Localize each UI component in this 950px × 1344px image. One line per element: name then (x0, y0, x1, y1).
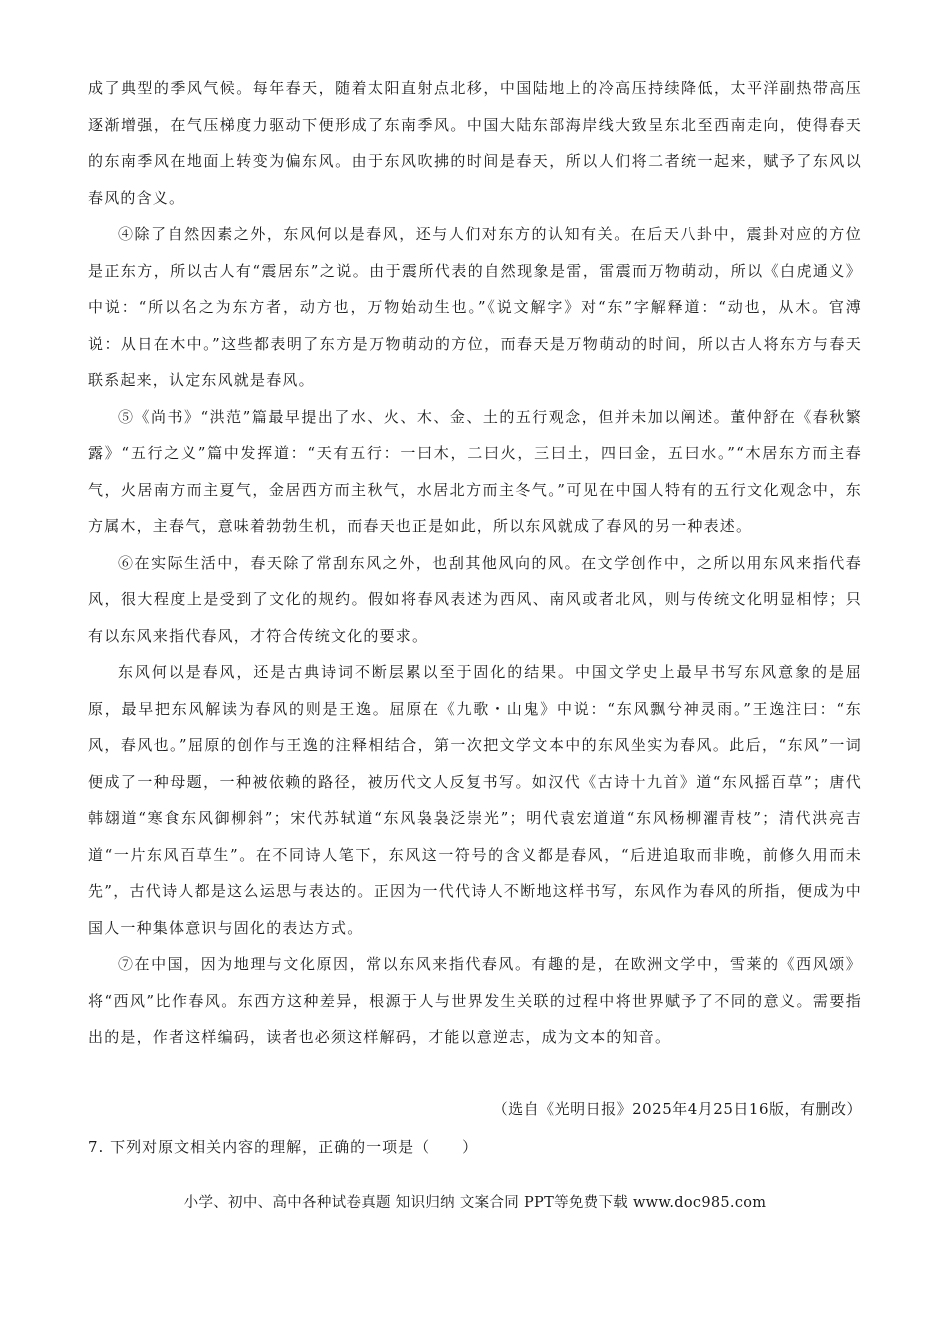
source-note: （选自《光明日报》2025年4月25日16版，有删改） (492, 1100, 862, 1118)
paragraph-5: ⑤《尚书》“洪范”篇最早提出了水、火、木、金、土的五行观念，但并未加以阐述。董仲舒在《春秋繁露》“五行之义”篇中发挥道：“天有五行：一曰木，二曰火，三曰土，四曰金，五曰水。”“木居东方而主春气，火居南方而主夏气，金居西方而主秋气，水居北方而主冬气。”可见在中国人特有的五行文化观念中，东方属木，主春气，意味着勃勃生机，而春天也正是如此，所以东风就成了春风的另一种表述。 (88, 407, 862, 535)
paragraph-continuation: 成了典型的季风气候。每年春天，随着太阳直射点北移，中国陆地上的冷高压持续降低，太平洋副热带高压逐渐增强，在气压梯度力驱动下便形成了东南季风。中国大陆东部海岸线大致呈东北至西南走向，使得春天的东南季风在地面上转变为偏东风。由于东风吹拂的时间是春天，所以人们将二者统一起来，赋予了东风以春风的含义。 (88, 79, 862, 207)
paragraph-6: ⑥在实际生活中，春天除了常刮东风之外，也刮其他风向的风。在文学创作中，之所以用东风来指代春风，很大程度上是受到了文化的规约。假如将春风表述为西风、南风或者北风，则与传统文化明显相悖；只有以东风来指代春风，才符合传统文化的要求。 (88, 553, 862, 645)
question-7: 7. 下列对原文相关内容的理解，正确的一项是（ ） (88, 1138, 479, 1156)
paragraph-4: ④除了自然因素之外，东风何以是春风，还与人们对东方的认知有关。在后天八卦中，震卦对应的方位是正东方，所以古人有“震居东”之说。由于震所代表的自然现象是雷，雷震而万物萌动，所以《白虎通义》中说：“所以名之为东方者，动方也，万物始动生也。”《说文解字》对“东”字解释道：“动也，从木。官溥说：从日在木中。”这些都表明了东方是万物萌动的方位，而春天是万物萌动的时间，所以古人将东方与春天联系起来，认定东风就是春风。 (88, 225, 862, 389)
article-body (88, 70, 862, 1056)
paragraph-7: ⑦在中国，因为地理与文化原因，常以东风来指代春风。有趣的是，在欧洲文学中，雪莱的《西风颂》将“西风”比作春风。东西方这种差异，根源于人与世界发生关联的过程中将世界赋予了不同的意义。需要指出的是，作者这样编码，读者也必须这样解码，才能以意逆志，成为文本的知音。 (88, 955, 862, 1046)
paragraph-unnumbered: 东风何以是春风，还是古典诗词不断层累以至于固化的结果。中国文学史上最早书写东风意象的是屈原，最早把东风解读为春风的则是王逸。屈原在《九歌・山鬼》中说：“东风飘兮神灵雨。”王逸注曰：“东风，春风也。”屈原的创作与王逸的注释相结合，第一次把文学文本中的东风坐实为春风。此后，“东风”一词便成了一种母题，一种被依赖的路径，被历代文人反复书写。如汉代《古诗十九首》道“东风摇百草”；唐代韩翃道“寒食东风御柳斜”；宋代苏轼道“东风袅袅泛崇光”；明代袁宏道道“东风杨柳濯青枝”；清代洪亮吉道“一片东风百草生”。在不同诗人笔下，东风这一符号的含义都是春风，“后进追取而非晚，前修久用而未先”，古代诗人都是这么运思与表达的。正因为一代代诗人不断地这样书写，东风作为春风的所指，便成为中国人一种集体意识与固化的表达方式。 (88, 663, 862, 937)
page-footer: 小学、初中、高中各种试卷真题 知识归纳 文案合同 PPT等免费下载 www.doc985.com (183, 1195, 767, 1211)
